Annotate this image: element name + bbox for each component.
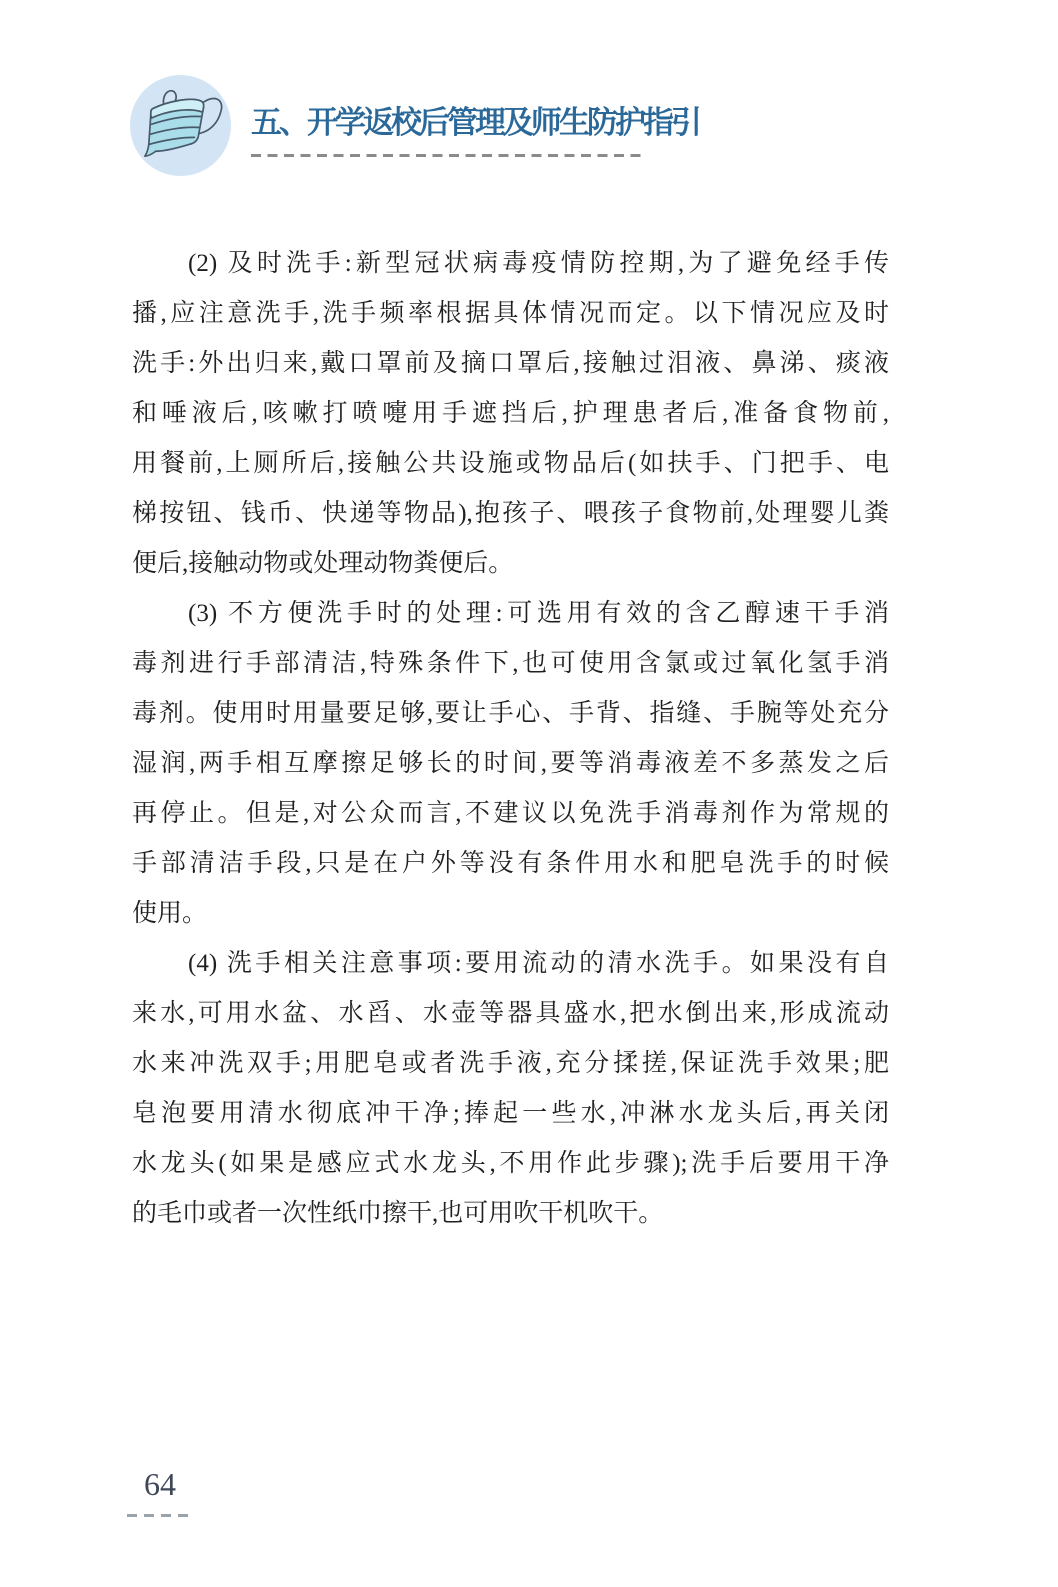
text-line: (3) 不方便洗手时的处理:可选用有效的含乙醇速干手消 xyxy=(188,600,889,627)
text-line: 皂泡要用清水彻底冲干净;捧起一些水,冲淋水龙头后,再关闭 xyxy=(132,1100,889,1127)
face-mask-icon xyxy=(129,74,232,177)
text-line: 来水,可用水盆、水舀、水壶等器具盛水,把水倒出来,形成流动 xyxy=(132,1000,889,1027)
text-line: (4) 洗手相关注意事项:要用流动的清水洗手。如果没有自 xyxy=(188,950,889,977)
text-line: 手部清洁手段,只是在户外等没有条件用水和肥皂洗手的时候 xyxy=(132,850,889,877)
text-line: 洗手:外出归来,戴口罩前及摘口罩后,接触过泪液、鼻涕、痰液 xyxy=(132,350,889,377)
body-text xyxy=(132,239,889,1239)
chapter-title: 五、开学返校后管理及师生防护指引 xyxy=(251,105,699,140)
text-line: 水龙头(如果是感应式水龙头,不用作此步骤);洗手后要用干净 xyxy=(132,1150,889,1177)
text-line: 梯按钮、钱币、快递等物品),抱孩子、喂孩子食物前,处理婴儿粪 xyxy=(132,500,889,527)
text-line: 再停止。但是,对公众而言,不建议以免洗手消毒剂作为常规的 xyxy=(132,800,889,827)
title-block xyxy=(251,104,699,157)
footer-divider xyxy=(127,1514,191,1517)
text-line: 用餐前,上厕所后,接触公共设施或物品后(如扶手、门把手、电 xyxy=(132,450,889,477)
text-line: 毒剂。使用时用量要足够,要让手心、手背、指缝、手腕等处充分 xyxy=(132,700,889,727)
text-line: 播,应注意洗手,洗手频率根据具体情况而定。以下情况应及时 xyxy=(132,300,889,327)
text-line: 湿润,两手相互摩擦足够长的时间,要等消毒液差不多蒸发之后 xyxy=(132,750,889,777)
text-line: 便后,接触动物或处理动物粪便后。 xyxy=(132,550,514,577)
text-line: 的毛巾或者一次性纸巾擦干,也可用吹干机吹干。 xyxy=(132,1200,664,1227)
page-number: 64 xyxy=(144,1466,176,1502)
text-line: 水来冲洗双手;用肥皂或者洗手液,充分揉搓,保证洗手效果;肥 xyxy=(132,1050,889,1077)
title-divider xyxy=(251,154,647,157)
text-line: 毒剂进行手部清洁,特殊条件下,也可使用含氯或过氧化氢手消 xyxy=(132,650,889,677)
face-mask-illustration xyxy=(129,74,232,177)
text-line: 和唾液后,咳嗽打喷嚏用手遮挡后,护理患者后,准备食物前, xyxy=(132,400,889,427)
text-line: 使用。 xyxy=(132,900,208,927)
text-line: (2) 及时洗手:新型冠状病毒疫情防控期,为了避免经手传 xyxy=(188,250,889,277)
